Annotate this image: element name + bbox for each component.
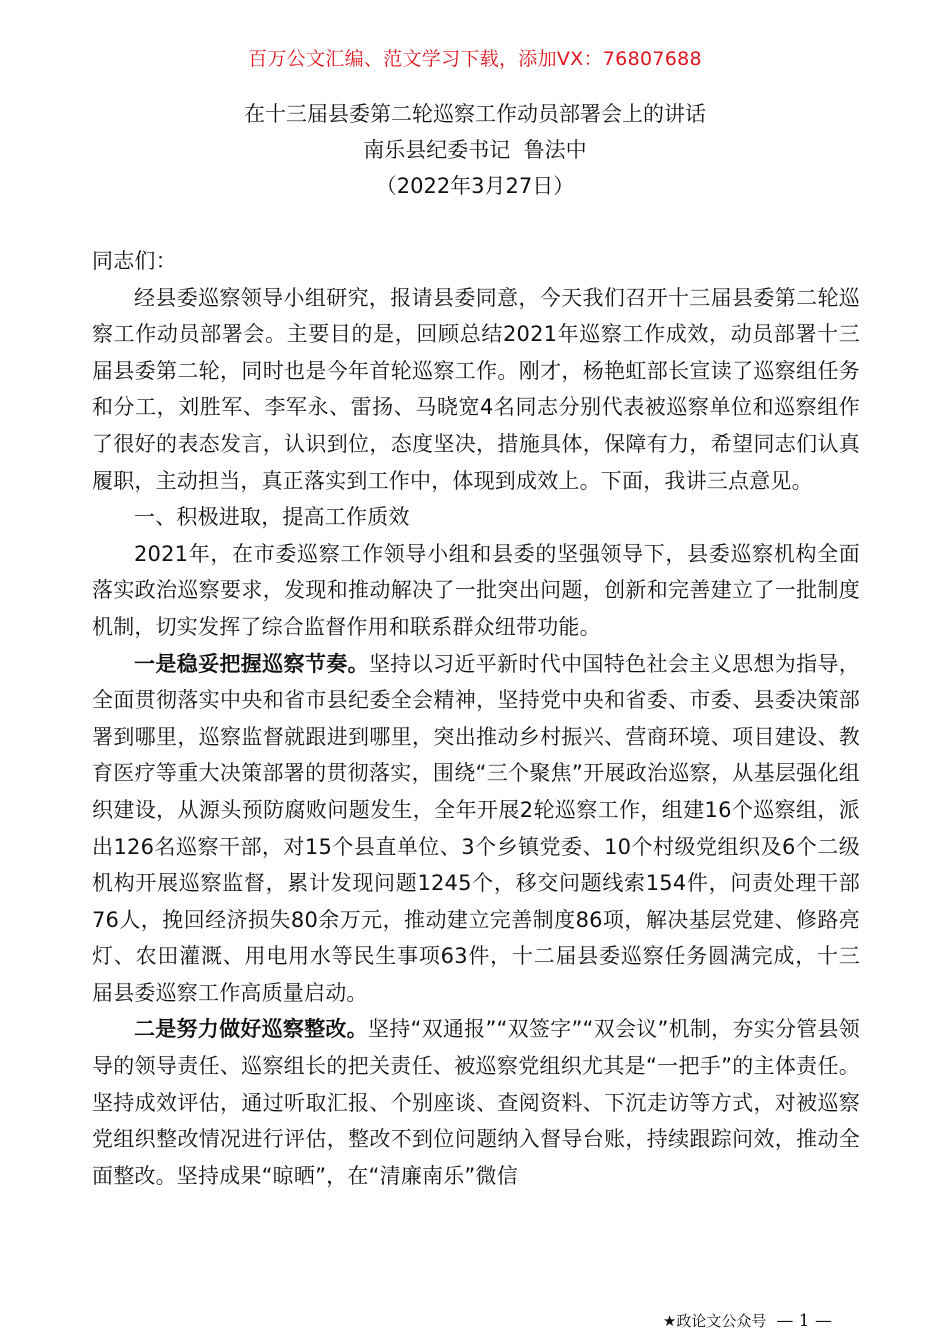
page-number: — 1 — [776, 1311, 832, 1331]
document-header [0, 96, 950, 204]
point-2-text: 坚持“双通报”“双签字”“双会议”机制，夯实分管县领导的领导责任、巡察组长的把关责任、被巡察党组织尤其是“一把手”的主体责任。坚持成效评估，通过听取汇报、个别座谈、查阅资料、下沉走访等方式，对被巡察党组织整改情况进行评估，整改不到位问题纳入督导台账，持续跟踪问效，推动全面整改。坚持成果“晾晒”，在“清廉南乐”微信 [92, 1017, 860, 1188]
point-2-lead: 二是努力做好巡察整改。 [134, 1017, 368, 1042]
paragraph-summary-2021: 2021年，在市委巡察工作领导小组和县委的坚强领导下，县委巡察机构全面落实政治巡察要求，发现和推动解决了一批突出问题，创新和完善建立了一批制度机制，切实发挥了综合监督作用和联系群众纽带功能。 [92, 541, 860, 639]
salutation: 同志们： [92, 249, 177, 273]
point-1-text: 坚持以习近平新时代中国特色社会主义思想为指导，全面贯彻落实中央和省市县纪委全会精神，坚持党中央和省委、市委、县委决策部署到哪里，巡察监督就跟进到哪里，突出推动乡村振兴、营商环境、项目建设、教育医疗等重大决策部署的贯彻落实，围绕“三个聚焦”开展政治巡察，从基层强化组织建设，从源头预防腐败问题发生，全年开展2轮巡察工作，组建16个巡察组，派出126名巡察干部，对15个县直单位、3个乡镇党委、10个村级党组织及6个二级机构开展巡察监督，累计发现问题1245个，移交问题线索154件，问责处理干部76人，挽回经济损失80余万元，推动建立完善制度86项，解决基层党建、修路亮灯、农田灌溉、用电用水等民生事项63件，十二届县委巡察任务圆满完成，十三届县委巡察工作高质量启动。 [92, 651, 860, 1005]
document-author: 南乐县纪委书记 鲁法中 [363, 138, 587, 162]
page-footer [663, 1310, 832, 1331]
document-date: （2022年3月27日） [375, 174, 575, 198]
paragraph-intro: 经县委巡察领导小组研究，报请县委同意，今天我们召开十三届县委第二轮巡察工作动员部署会。主要目的是，回顾总结2021年巡察工作成效，动员部署十三届县委第二轮，同时也是今年首轮巡察工作。刚才，杨艳虹部长宣读了巡察组任务和分工，刘胜军、李军永、雷扬、马晓宽4名同志分别代表被巡察单位和巡察组作了很好的表态发言，认识到位，态度坚决，措施具体，保障有力，希望同志们认真履职，主动担当，真正落实到工作中，体现到成效上。下面，我讲三点意见。 [92, 285, 860, 493]
watermark-text: 百万公文汇编、范文学习下载，添加VX：76807688 [248, 48, 702, 70]
point-1-lead: 一是稳妥把握巡察节奏。 [134, 651, 369, 676]
document-title: 在十三届县委第二轮巡察工作动员部署会上的讲话 [244, 102, 706, 126]
footer-source: ★政论文公众号 [662, 1312, 767, 1330]
section-heading-1: 一、积极进取，提高工作质效 [134, 505, 410, 530]
document-body [92, 243, 860, 1194]
paragraph-point-2 [92, 1011, 860, 1194]
paragraph-point-1 [92, 646, 860, 1012]
